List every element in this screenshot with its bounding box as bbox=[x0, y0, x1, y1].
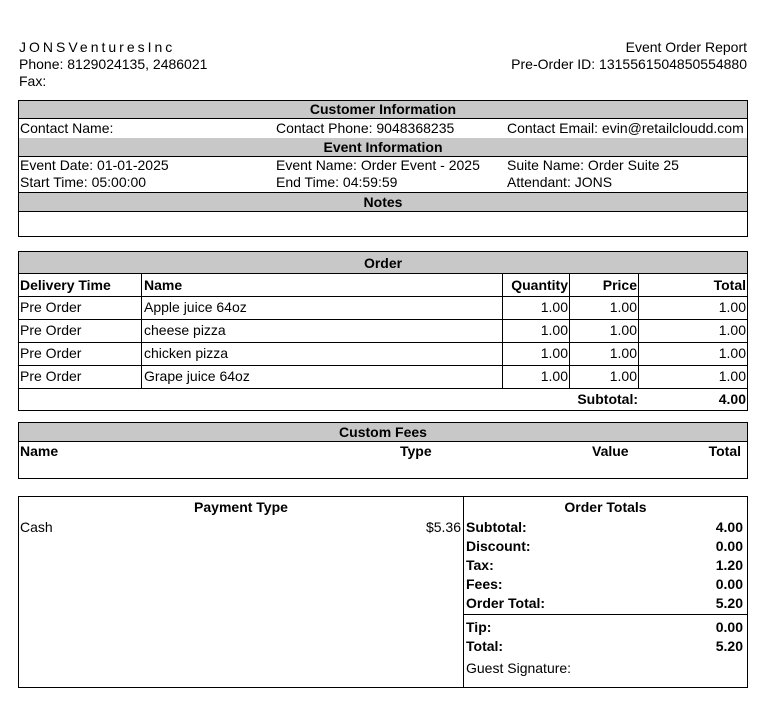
event-info-header: Event Information bbox=[19, 138, 747, 157]
custom-fees-header: Custom Fees bbox=[19, 423, 747, 442]
totals-tax-label: Tax: bbox=[466, 557, 494, 573]
order-row-4-quantity: 1.00 bbox=[540, 368, 568, 384]
divider bbox=[569, 274, 570, 388]
company-fax: Fax: bbox=[19, 73, 47, 89]
order-subtotal-value: 4.00 bbox=[718, 391, 746, 407]
order-row-3-total: 1.00 bbox=[718, 345, 746, 361]
fees-col-type: Type bbox=[400, 443, 432, 459]
contact-name: Contact Name: bbox=[20, 120, 114, 136]
order-row-3-name: chicken pizza bbox=[144, 345, 229, 361]
order-row-4-total: 1.00 bbox=[718, 368, 746, 384]
order-row-1-total: 1.00 bbox=[718, 299, 746, 315]
totals-subtotal-label: Subtotal: bbox=[466, 519, 527, 535]
company-phone: Phone: 8129024135, 2486021 bbox=[19, 56, 208, 72]
info-box bbox=[18, 100, 748, 237]
order-row-2-delivery: Pre Order bbox=[20, 322, 82, 338]
suite-name: Suite Name: Order Suite 25 bbox=[507, 157, 679, 173]
preorder-id: Pre-Order ID: 1315561504850554880 bbox=[511, 56, 747, 72]
divider bbox=[463, 497, 464, 687]
totals-fees-value: 0.00 bbox=[715, 576, 743, 592]
event-name: Event Name: Order Event - 2025 bbox=[276, 157, 480, 173]
totals-order-total-value: 5.20 bbox=[715, 595, 743, 611]
order-row-2-quantity: 1.00 bbox=[540, 322, 568, 338]
order-subtotal-label: Subtotal: bbox=[577, 391, 638, 407]
totals-total-value: 5.20 bbox=[715, 638, 743, 654]
report-title: Event Order Report bbox=[625, 39, 747, 55]
end-time: End Time: 04:59:59 bbox=[276, 174, 398, 190]
order-totals-title: Order Totals bbox=[564, 499, 647, 515]
start-time: Start Time: 05:00:00 bbox=[20, 174, 147, 190]
divider bbox=[638, 274, 639, 388]
totals-tax-value: 1.20 bbox=[715, 557, 743, 573]
guest-signature-label: Guest Signature: bbox=[466, 660, 572, 676]
divider bbox=[141, 274, 142, 388]
totals-total-label: Total: bbox=[466, 638, 504, 654]
totals-discount-value: 0.00 bbox=[715, 538, 743, 554]
totals-discount-label: Discount: bbox=[466, 538, 531, 554]
order-row-2-total: 1.00 bbox=[718, 322, 746, 338]
divider bbox=[463, 614, 747, 615]
order-row-3-quantity: 1.00 bbox=[540, 345, 568, 361]
fees-col-total: Total bbox=[708, 443, 741, 459]
divider bbox=[19, 365, 747, 366]
divider bbox=[19, 296, 747, 297]
order-row-1-name: Apple juice 64oz bbox=[144, 299, 247, 315]
totals-order-total-label: Order Total: bbox=[466, 595, 546, 611]
contact-email: Contact Email: evin@retailcloudd.com bbox=[507, 120, 744, 136]
fees-col-value: Value bbox=[592, 443, 629, 459]
divider bbox=[19, 319, 747, 320]
payment-type-title: Payment Type bbox=[194, 499, 288, 515]
order-row-1-price: 1.00 bbox=[609, 299, 637, 315]
company-name: JONSVenturesInc bbox=[19, 39, 176, 55]
col-quantity: Quantity bbox=[511, 277, 568, 293]
order-row-2-price: 1.00 bbox=[609, 322, 637, 338]
fees-col-name: Name bbox=[20, 443, 59, 459]
order-row-3-price: 1.00 bbox=[609, 345, 637, 361]
company-block bbox=[19, 39, 207, 90]
totals-fees-label: Fees: bbox=[466, 576, 503, 592]
payment-amount: $5.36 bbox=[425, 519, 461, 535]
col-total: Total bbox=[713, 277, 746, 293]
order-row-4-price: 1.00 bbox=[609, 368, 637, 384]
notes-header: Notes bbox=[19, 193, 747, 212]
divider bbox=[19, 342, 747, 343]
payment-totals-box bbox=[18, 496, 748, 688]
order-row-2-name: cheese pizza bbox=[144, 322, 226, 338]
order-row-4-delivery: Pre Order bbox=[20, 368, 82, 384]
col-name: Name bbox=[144, 277, 183, 293]
report-block bbox=[511, 39, 747, 73]
col-price: Price bbox=[602, 277, 637, 293]
payment-method: Cash bbox=[20, 519, 53, 535]
totals-tip-value: 0.00 bbox=[715, 619, 743, 635]
custom-fees-table bbox=[18, 422, 748, 479]
totals-tip-label: Tip: bbox=[466, 619, 492, 635]
totals-subtotal-value: 4.00 bbox=[715, 519, 743, 535]
divider bbox=[19, 388, 747, 389]
order-row-1-quantity: 1.00 bbox=[540, 299, 568, 315]
order-row-4-name: Grape juice 64oz bbox=[144, 368, 250, 384]
order-header: Order bbox=[19, 252, 747, 274]
contact-phone: Contact Phone: 9048368235 bbox=[276, 120, 455, 136]
order-row-1-delivery: Pre Order bbox=[20, 299, 82, 315]
event-date: Event Date: 01-01-2025 bbox=[20, 157, 169, 173]
order-row-3-delivery: Pre Order bbox=[20, 345, 82, 361]
order-table bbox=[18, 251, 748, 411]
col-delivery-time: Delivery Time bbox=[20, 277, 111, 293]
customer-info-header: Customer Information bbox=[19, 101, 747, 119]
attendant: Attendant: JONS bbox=[507, 174, 613, 190]
